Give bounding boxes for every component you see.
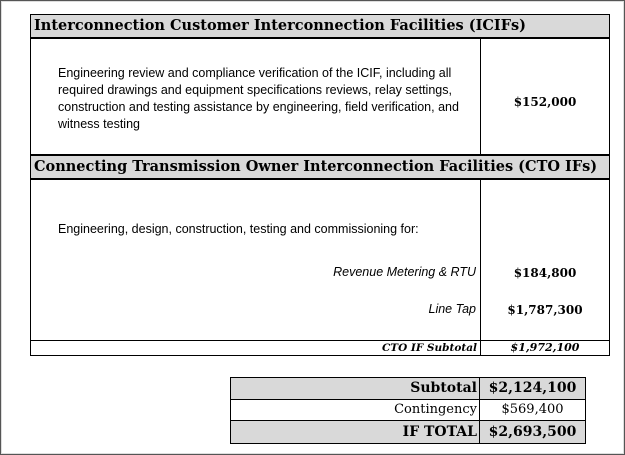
cto-subtotal-label: CTO IF Subtotal [381,342,477,354]
cto-section-header: Connecting Transmission Owner Interconnection Facilities (CTO IFs) [31,154,609,180]
cto-item-cost: $1,787,300 [507,303,583,317]
icif-description: Engineering review and compliance verification of the ICIF, including all required drawings and equipment specifications reviews, relay settings, construction and testing assistance by engineering, field verification, and witness testing [58,66,459,131]
facilities-cost-table [30,14,610,356]
contingency-value: $569,400 [501,402,564,417]
cto-item-label: Revenue Metering & RTU [333,265,476,279]
if-total-row [231,421,585,443]
cto-intro-text: Engineering, design, construction, testing and commissioning for: [58,222,419,236]
summary-column-divider [479,378,480,443]
cto-subtotal-value: $1,972,100 [510,341,580,354]
cost-estimate-document [2,2,623,453]
cto-item-cost: $184,800 [513,266,577,280]
subtotal-value: $2,124,100 [488,380,577,396]
subtotal-row [231,378,585,400]
if-total-value: $2,693,500 [488,424,577,440]
subtotal-label: Subtotal [410,380,477,396]
if-total-label: IF TOTAL [402,424,477,440]
contingency-row [231,400,585,421]
icif-cost: $152,000 [513,95,577,109]
icif-section-header: Interconnection Customer Interconnection Facilities (ICIFs) [31,15,609,39]
cto-item-label: Line Tap [428,302,476,316]
contingency-label: Contingency [394,402,477,417]
summary-table [230,377,586,444]
